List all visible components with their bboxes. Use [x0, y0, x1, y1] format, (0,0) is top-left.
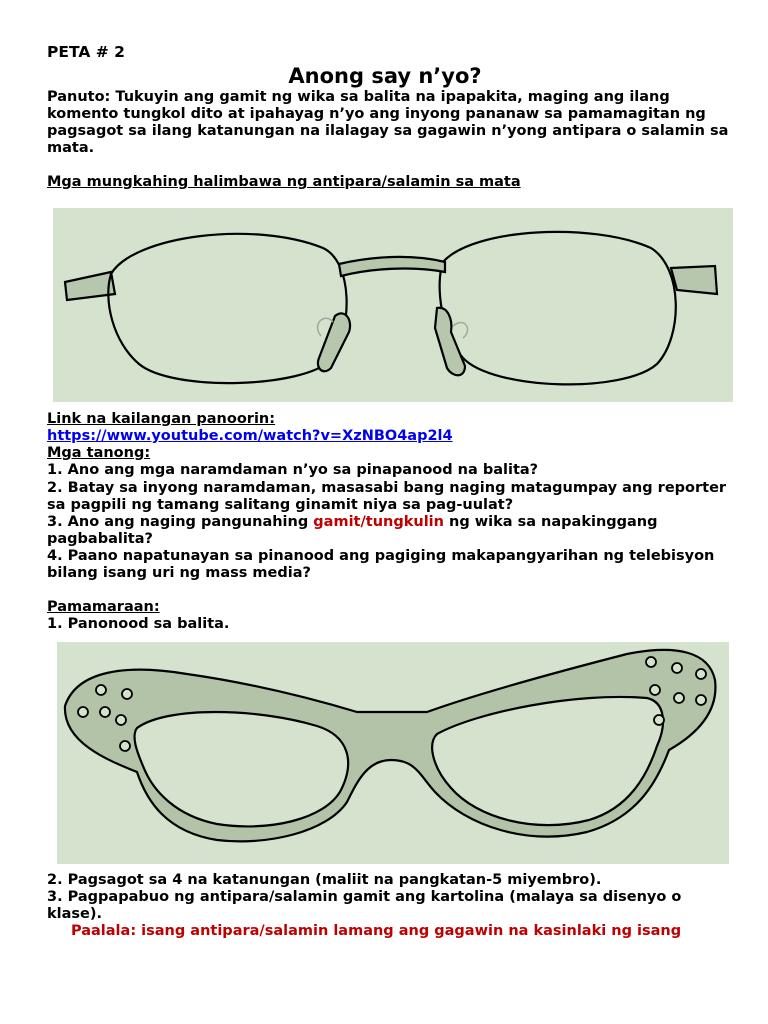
round-glasses-image: [53, 208, 733, 402]
questions-heading: Mga tanong:: [47, 445, 151, 461]
procedure-heading: Pamamaraan:: [47, 599, 160, 615]
page-title: Anong say n’yo?: [288, 64, 482, 88]
reminder-text: Paalala: isang antipara/salamin lamang ang gagawin na kasinlaki ng isang: [71, 923, 682, 939]
cat-eye-glasses-image: [57, 642, 729, 864]
cat-eye-glasses-icon: [57, 642, 729, 864]
question-3-text-start: 3. Ano ang naging pangunahing: [47, 514, 314, 530]
link-label: Link na kailangan panoorin:: [47, 411, 276, 427]
round-glasses-icon: [53, 208, 733, 402]
question-3-text-end: ng wika sa napakinggang pagbabalita?: [47, 514, 658, 547]
peta-label: PETA # 2: [47, 43, 125, 61]
question-4: 4. Paano napatunayan sa pinanood ang pagiging makapangyarihan ng telebisyon bilang isang uri ng mass media?: [47, 548, 715, 581]
question-1: 1. Ano ang mga naramdaman n’yo sa pinapanood na balita?: [47, 462, 539, 478]
step-1: 1. Panonood sa balita.: [47, 616, 230, 632]
video-link[interactable]: https://www.youtube.com/watch?v=XzNBO4ap2l4: [47, 428, 453, 444]
step-3: 3. Pagpapabuo ng antipara/salamin gamit ang kartolina (malaya sa disenyo o klase).: [47, 889, 682, 922]
step-2: 2. Pagsagot sa 4 na katanungan (maliit na pangkatan-5 miyembro).: [47, 872, 602, 888]
question-3: [47, 514, 737, 548]
question-3-highlight: gamit/tungkulin: [313, 514, 444, 530]
question-2: 2. Batay sa inyong naramdaman, masasabi bang naging matagumpay ang reporter sa pagpili ng tamang salitang ginamit niya sa pag-uulat?: [47, 480, 727, 513]
instructions-text: Panuto: Tukuyin ang gamit ng wika sa balita na ipapakita, maging ang ilang komento tungkol dito at ipahayag n’yo ang inyong pananaw sa pamamagitan ng pagsagot sa ilang katanungan na ilalagay sa gagawin n’yong antipara o salamin sa mata.: [47, 89, 729, 156]
examples-heading: Mga mungkahing halimbawa ng antipara/salamin sa mata: [47, 174, 521, 190]
